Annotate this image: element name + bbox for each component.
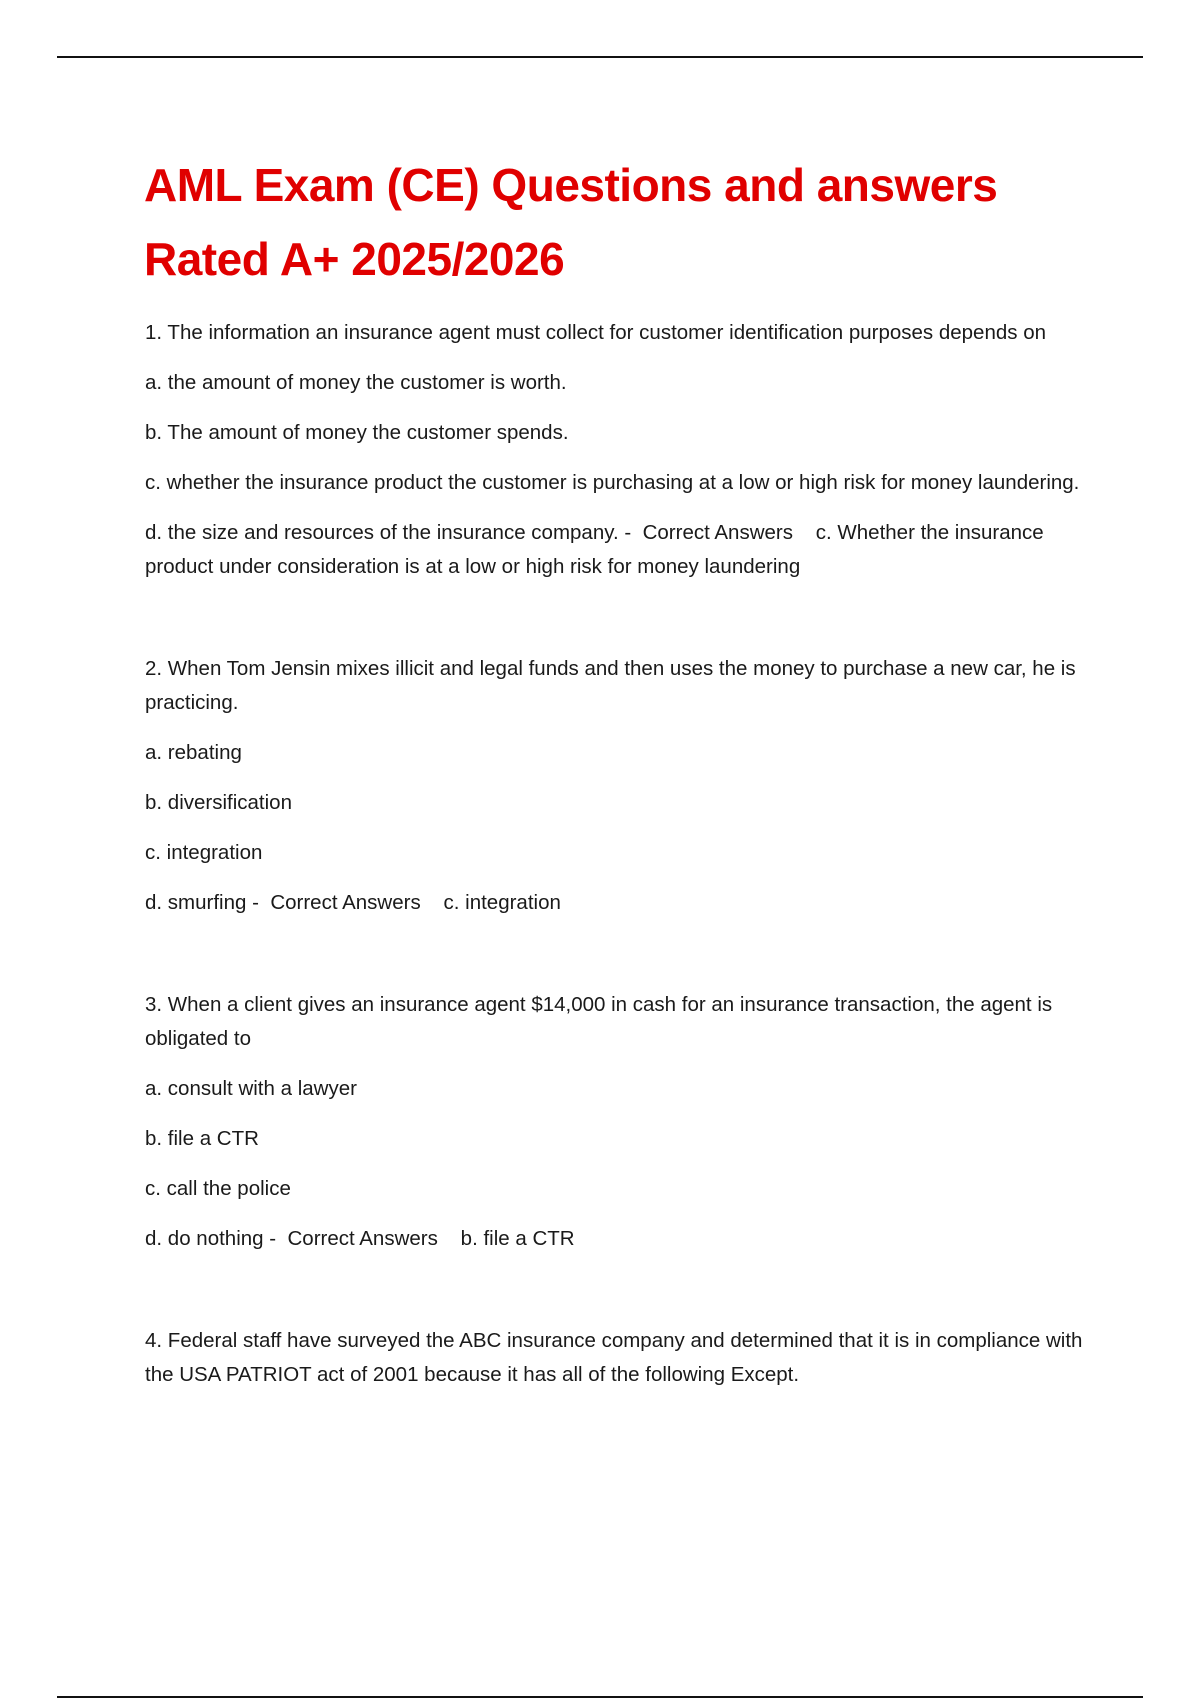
- option-d: d. the size and resources of the insurance company. -: [145, 521, 632, 544]
- option-c: c. whether the insurance product the customer is purchasing at a low or high risk for money laundering.: [145, 471, 1080, 494]
- spacer: [145, 600, 1095, 652]
- document-body: [145, 148, 1095, 1408]
- question-1: [145, 316, 1095, 584]
- question-3: [145, 988, 1095, 1256]
- option-a: a. the amount of money the customer is worth.: [145, 371, 567, 394]
- option-b: b. The amount of money the customer spends.: [145, 421, 569, 444]
- document-title: [144, 148, 1095, 296]
- option-b: b. file a CTR: [145, 1127, 259, 1150]
- question-2: [145, 652, 1095, 920]
- option-d-with-answer: [145, 1222, 1095, 1256]
- question-4: [145, 1324, 1095, 1392]
- option-c: c. call the police: [145, 1177, 291, 1200]
- answer-label: Correct Answers: [287, 1227, 438, 1250]
- title-line-1: AML Exam (CE) Questions and answers: [144, 159, 998, 211]
- answer-label: Correct Answers: [270, 891, 421, 914]
- option-a: a. rebating: [145, 741, 242, 764]
- spacer: [145, 1272, 1095, 1324]
- correct-answer: b. file a CTR: [460, 1227, 575, 1250]
- correct-answer: c. Whether the insurance product under consideration is at a low or high risk for money laundering: [145, 521, 1044, 578]
- question-text: 3. When a client gives an insurance agent $14,000 in cash for an insurance transaction, the agent is obligated to: [145, 993, 1053, 1050]
- bottom-rule: [57, 1696, 1143, 1698]
- option-d-with-answer: [145, 886, 1095, 920]
- spacer: [145, 936, 1095, 988]
- option-a: a. consult with a lawyer: [145, 1077, 357, 1100]
- question-text: 2. When Tom Jensin mixes illicit and legal funds and then uses the money to purchase a new car, he is practicing.: [145, 657, 1076, 714]
- option-d-with-answer: [145, 516, 1095, 584]
- title-line-2: Rated A+ 2025/2026: [144, 233, 565, 285]
- option-d: d. do nothing -: [145, 1227, 277, 1250]
- top-rule: [57, 56, 1143, 58]
- correct-answer: c. integration: [443, 891, 561, 914]
- option-b: b. diversification: [145, 791, 292, 814]
- answer-label: Correct Answers: [642, 521, 793, 544]
- question-text: 4. Federal staff have surveyed the ABC insurance company and determined that it is in compliance with the USA PATRIOT act of 2001 because it has all of the following Except.: [145, 1329, 1083, 1386]
- option-c: c. integration: [145, 841, 263, 864]
- option-d: d. smurfing -: [145, 891, 259, 914]
- question-text: 1. The information an insurance agent must collect for customer identification purposes depends on: [145, 321, 1046, 344]
